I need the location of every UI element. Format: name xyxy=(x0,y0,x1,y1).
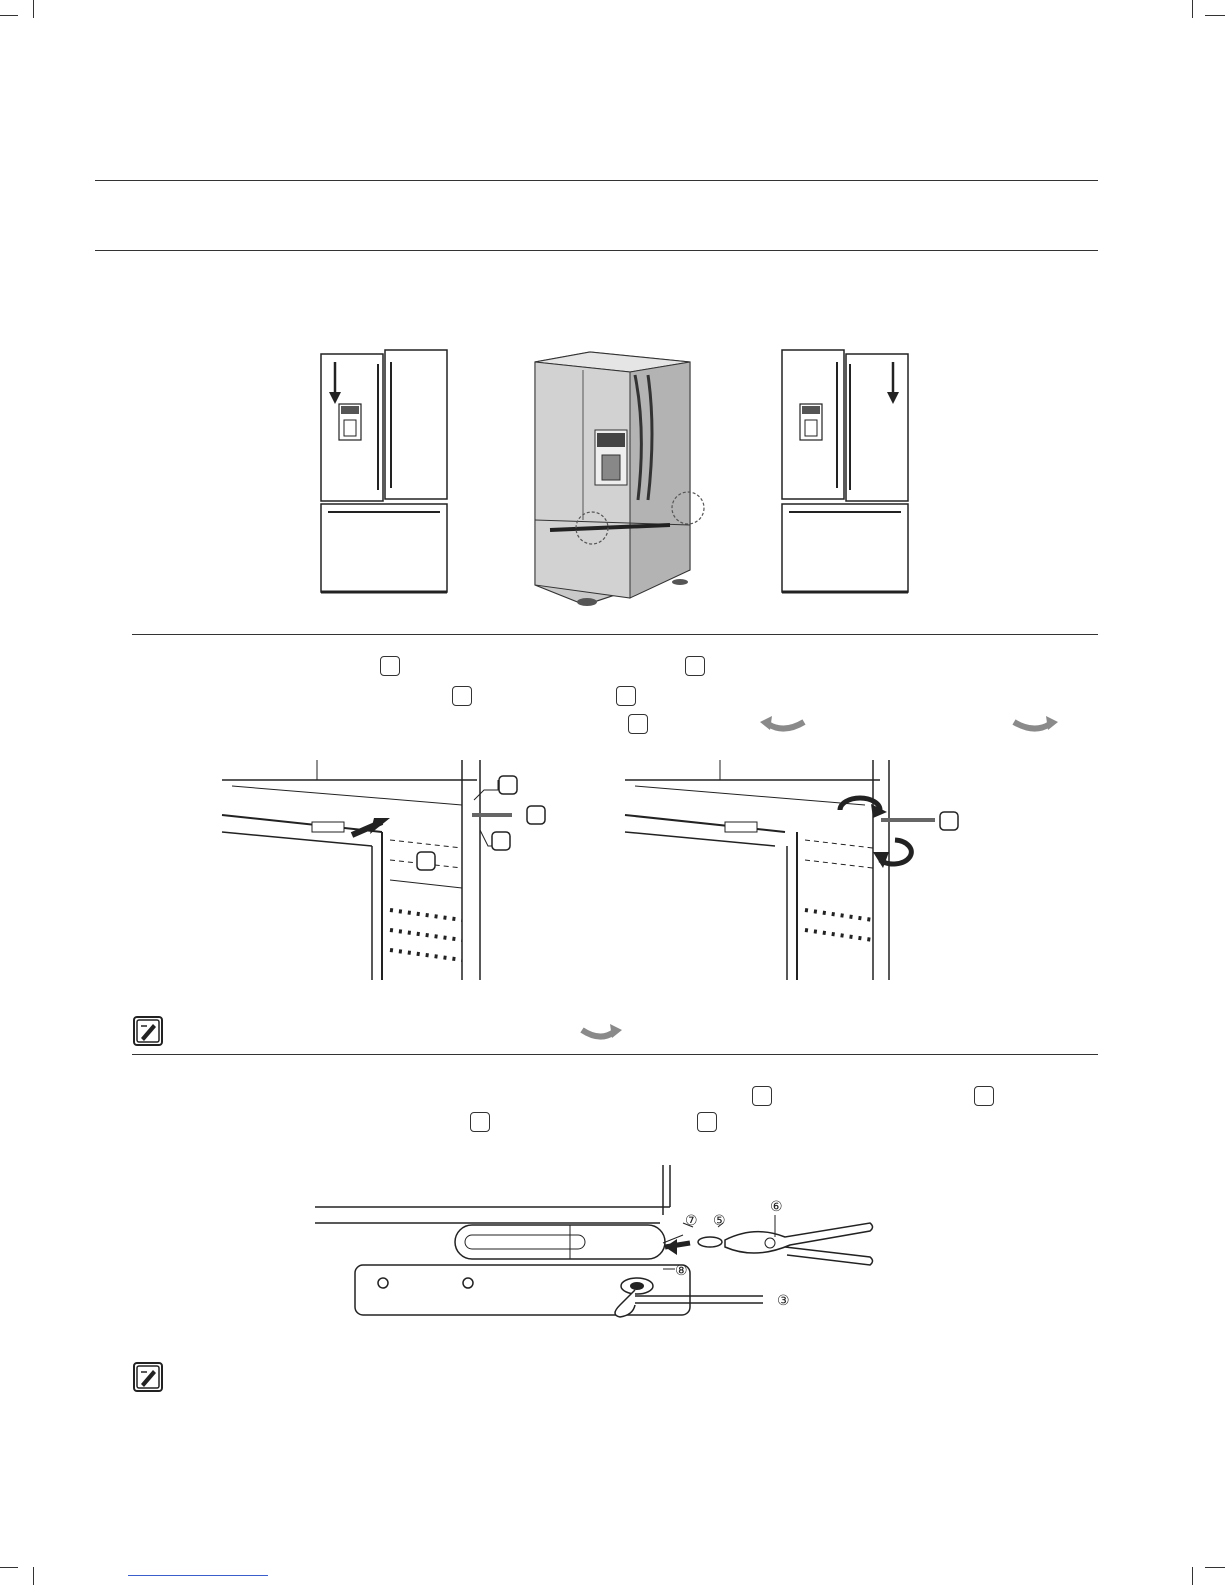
callout-3: ③ xyxy=(777,1293,790,1309)
pliers-hinge-figure xyxy=(315,1165,890,1345)
callout-5: ⑤ xyxy=(713,1213,726,1229)
step-marker xyxy=(752,1086,772,1106)
callout-6: ⑥ xyxy=(770,1199,783,1215)
rotate-right-arrow-icon xyxy=(580,1024,622,1042)
crop-mark-top-left-v xyxy=(33,0,34,18)
callout-7: ⑦ xyxy=(685,1213,698,1229)
crop-mark-bottom-left-v xyxy=(33,1567,34,1585)
crop-mark-top-right-v xyxy=(1192,0,1193,18)
crop-mark-top-left xyxy=(0,15,18,16)
footer-link-underline[interactable] xyxy=(128,1575,268,1576)
step-marker xyxy=(452,686,472,706)
crop-mark-top-right xyxy=(1205,15,1225,16)
header-rule-bottom xyxy=(95,250,1098,251)
hinge-detail-left-figure xyxy=(222,760,552,982)
section-rule-1 xyxy=(132,634,1098,635)
note-icon xyxy=(133,1016,163,1046)
header-rule-top xyxy=(95,180,1098,181)
step-marker xyxy=(628,714,648,734)
step-marker xyxy=(380,656,400,676)
section-rule-2 xyxy=(132,1054,1098,1055)
fridge-front-right-figure xyxy=(779,348,911,600)
hinge-detail-right-figure xyxy=(625,760,955,982)
rotate-right-arrow-icon xyxy=(1012,714,1058,734)
crop-mark-bottom-right-v xyxy=(1192,1567,1193,1585)
step-marker xyxy=(470,1112,490,1132)
fridge-front-left-figure xyxy=(318,348,450,600)
step-marker xyxy=(974,1086,994,1106)
crop-mark-bottom-left xyxy=(0,1567,18,1568)
step-marker xyxy=(685,656,705,676)
note-icon xyxy=(133,1362,163,1392)
crop-mark-bottom-right xyxy=(1205,1567,1225,1568)
step-marker xyxy=(697,1112,717,1132)
callout-8: ⑧ xyxy=(675,1263,688,1279)
step-marker xyxy=(616,686,636,706)
fridge-perspective-figure xyxy=(530,350,720,610)
rotate-left-arrow-icon xyxy=(760,714,806,734)
